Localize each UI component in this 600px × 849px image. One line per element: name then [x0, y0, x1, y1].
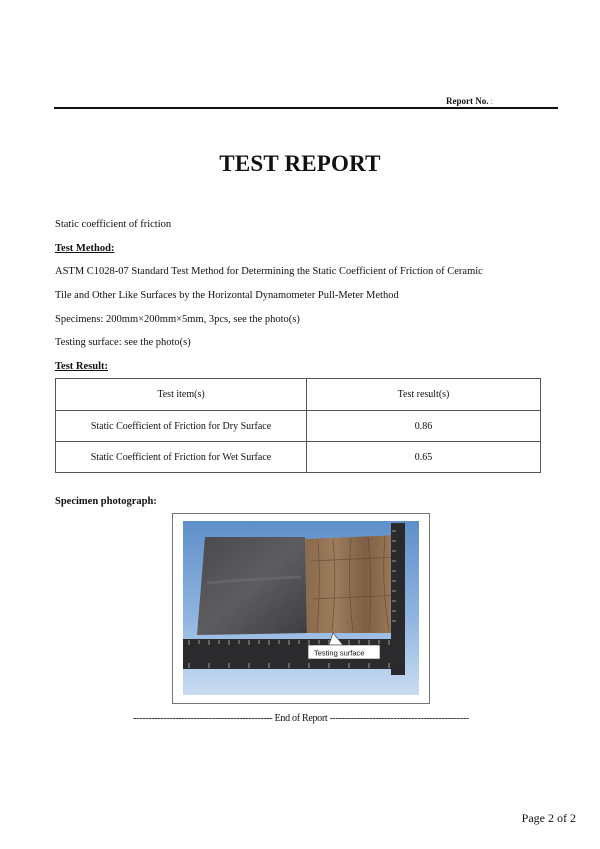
results-table [55, 378, 541, 473]
table-cell-item: Static Coefficient of Friction for Dry Surface [56, 411, 307, 442]
table-row [56, 411, 541, 442]
page-number: Page 2 of 2 [521, 811, 576, 825]
table-cell-result: 0.65 [307, 442, 541, 473]
test-method-heading: Test Method: [55, 243, 115, 254]
test-method-line-1: ASTM C1028-07 Standard Test Method for Determining the Static Coefficient of Friction of Ceramic [55, 266, 483, 277]
specimen-photo [172, 513, 430, 704]
wood-tile [305, 535, 405, 633]
test-result-heading: Test Result: [55, 361, 108, 372]
report-number-label: Report No. [446, 96, 489, 106]
report-number [446, 96, 493, 106]
test-method-line-2: Tile and Other Like Surfaces by the Horizontal Dynamometer Pull-Meter Method [55, 290, 399, 301]
gray-tile [197, 537, 307, 635]
table-row [56, 442, 541, 473]
test-subject: Static coefficient of friction [55, 219, 172, 230]
table-cell-result: 0.86 [307, 411, 541, 442]
table-header-item: Test item(s) [56, 379, 307, 411]
specimen-photo-image [183, 521, 419, 695]
page-title: TEST REPORT [219, 151, 381, 176]
end-of-report: ---------------------------------------------- End of Report ---------------------------------------------- [133, 713, 469, 724]
header-rule [54, 107, 558, 109]
report-number-separator: : [490, 96, 494, 106]
table-header-row [56, 379, 541, 411]
testing-surface-text: Testing surface: see the photo(s) [55, 337, 191, 348]
table-header-result: Test result(s) [307, 379, 541, 411]
callout-label: Testing surface [314, 648, 365, 658]
table-cell-item: Static Coefficient of Friction for Wet Surface [56, 442, 307, 473]
specimens-text: Specimens: 200mm×200mm×5mm, 3pcs, see the photo(s) [55, 314, 300, 325]
specimen-photo-heading: Specimen photograph: [55, 496, 157, 507]
